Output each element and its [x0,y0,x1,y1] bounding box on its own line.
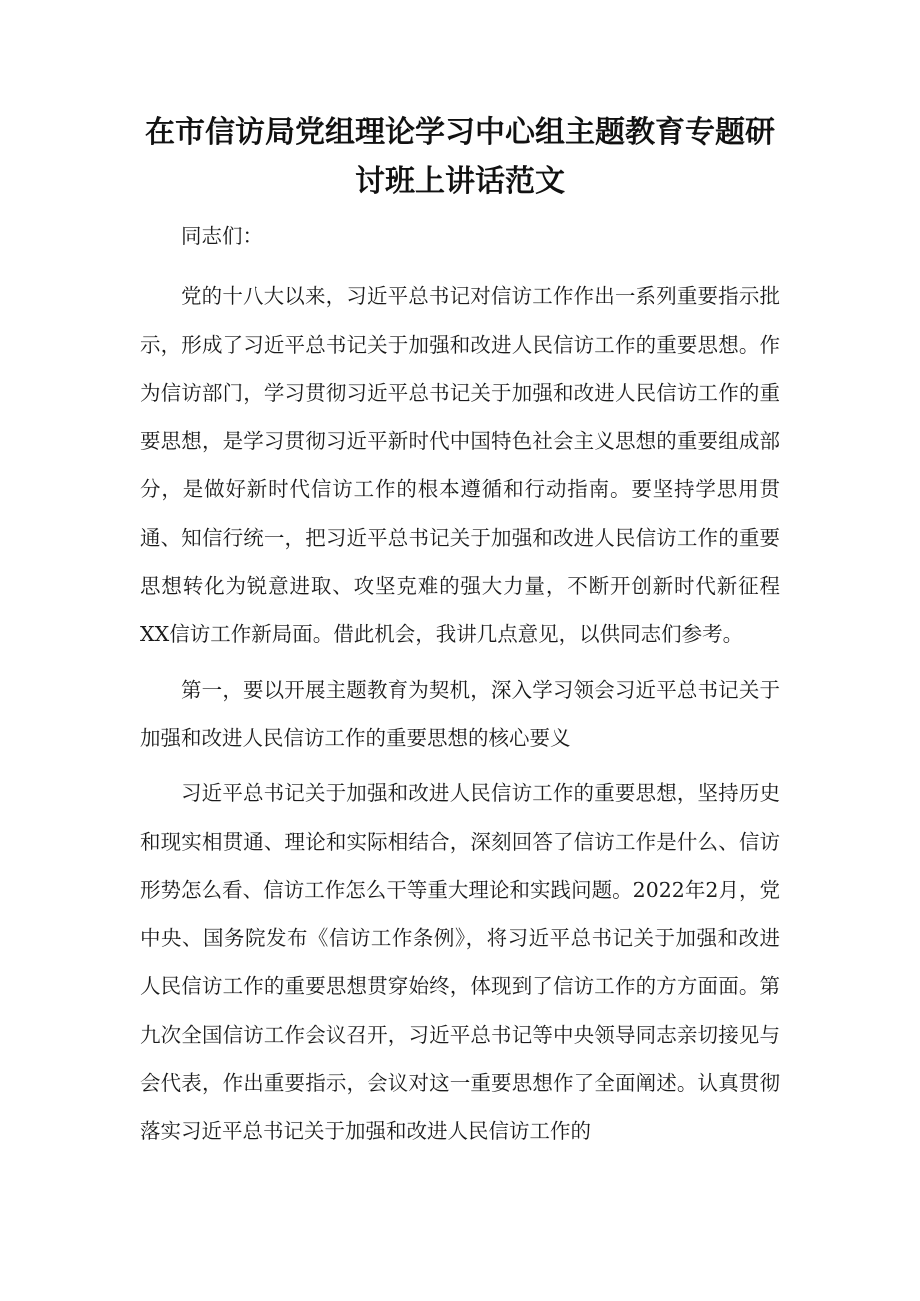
section-heading-first: 第一，要以开展主题教育为契机，深入学习领会习近平总书记关于加强和改进人民信访工作的重要思想的核心要义 [140,677,780,750]
paragraph-intro: 党的十八大以来，习近平总书记对信访工作作出一系列重要指示批示，形成了习近平总书记关于加强和改进人民信访工作的重要思想。作为信访部门，学习贯彻习近平总书记关于加强和改进人民信访工作的重要思想，是学习贯彻习近平新时代中国特色社会主义思想的重要组成部分，是做好新时代信访工作的根本遵循和行动指南。要坚持学思用贯通、知信行统一，把习近平总书记关于加强和改进人民信访工作的重要思想转化为锐意进取、攻坚克难的强大力量，不断开创新时代新征程XX信访工作新局面。借此机会，我讲几点意见，以供同志们参考。 [140,284,780,647]
document-body [140,212,780,1163]
paragraph-first-body: 习近平总书记关于加强和改进人民信访工作的重要思想，坚持历史和现实相贯通、理论和实际相结合，深刻回答了信访工作是什么、信访形势怎么看、信访工作怎么干等重大理论和实践问题。2022年2月，党中央、国务院发布《信访工作条例》，将习近平总书记关于加强和改进人民信访工作的重要思想贯穿始终，体现到了信访工作的方方面面。第九次全国信访工作会议召开，习近平总书记等中央领导同志亲切接见与会代表，作出重要指示，会议对这一重要思想作了全面阐述。认真贯彻落实习近平总书记关于加强和改进人民信访工作的 [140,781,780,1144]
title-line-1: 在市信访局党组理论学习中心组主题教育专题研 [145,115,775,150]
title-line-2: 讨班上讲话范文 [355,164,565,199]
page-title [140,108,780,206]
greeting: 同志们： [181,224,263,248]
